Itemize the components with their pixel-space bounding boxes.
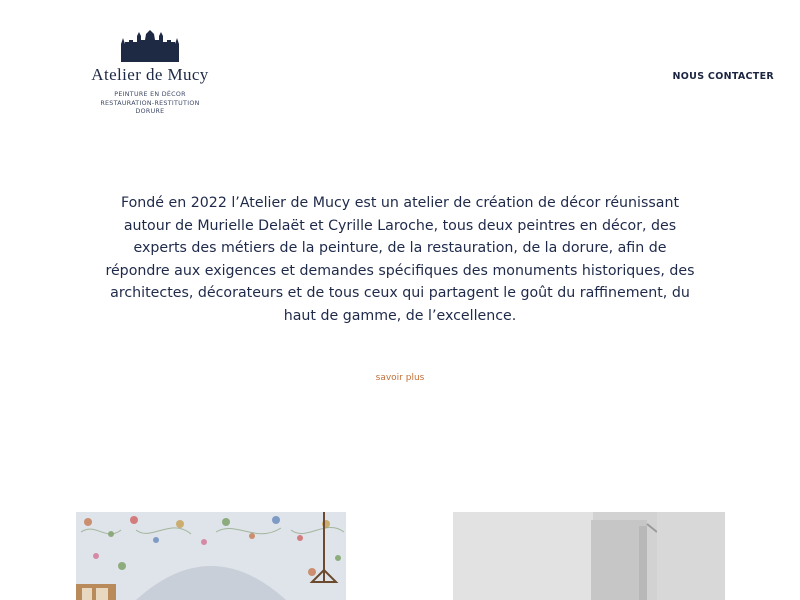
- tagline-line: PEINTURE EN DÉCOR: [114, 91, 186, 98]
- read-more-link[interactable]: savoir plus: [375, 373, 425, 383]
- site-logo[interactable]: [80, 30, 220, 117]
- intro-paragraph: Fondé en 2022 l’Atelier de Mucy est un atelier de création de décor réunissant autour de Murielle Delaët et Cyrille Laroche, tous deux peintres en décor, des experts des métiers de la peinture, de la restauration, de la dorure, afin de répondre aux exigences et demandes spécifiques des monuments historiques, des architectes, décorateurs et de tous ceux qui partagent le goût du raffinement, du haut de gamme, de l’excellence.: [105, 195, 695, 324]
- logo-tagline: [80, 91, 220, 117]
- nav-contact-link[interactable]: NOUS CONTACTER: [672, 71, 774, 82]
- gallery-image-white-interior[interactable]: [453, 512, 725, 600]
- chateau-logo-icon: [119, 30, 181, 62]
- white-interior-image: [453, 512, 725, 600]
- floral-mural-image: [76, 512, 346, 600]
- logo-title: Atelier de Mucy: [91, 65, 209, 84]
- gallery-image-floral-mural[interactable]: [76, 512, 346, 600]
- tagline-line: RESTAURATION-RESTITUTION: [100, 99, 200, 107]
- tagline-line: DORURE: [135, 108, 165, 115]
